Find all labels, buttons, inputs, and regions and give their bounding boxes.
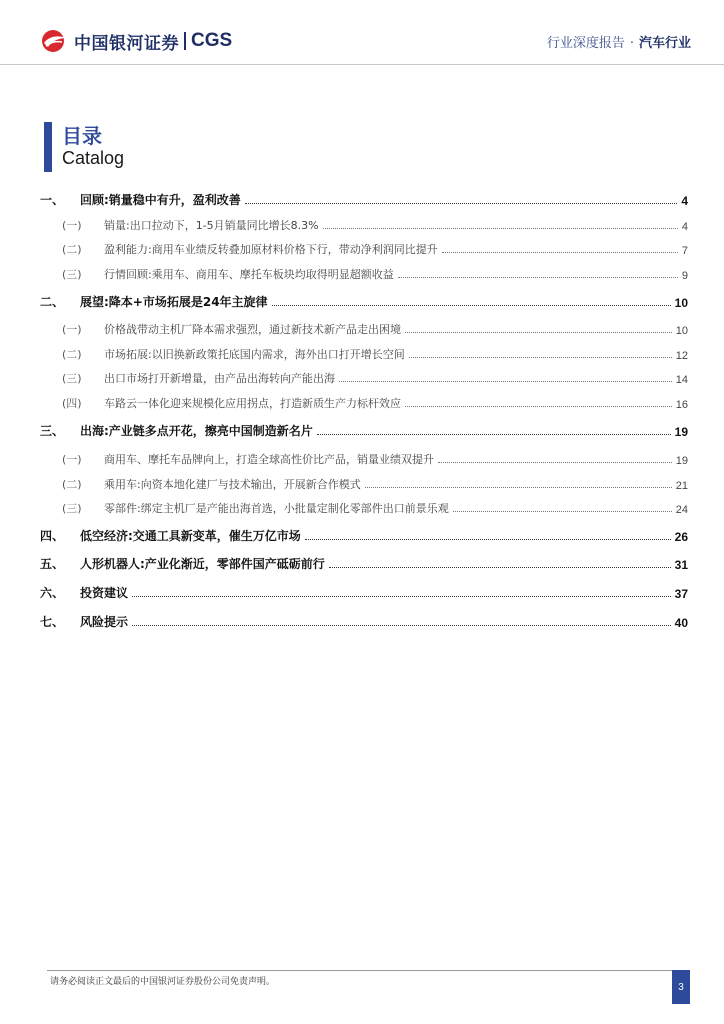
toc-leader-dots: [339, 381, 672, 382]
toc-title: 展望:降本+市场拓展是24年主旋律: [80, 295, 268, 309]
toc-chapter-link[interactable]: [40, 612, 688, 630]
toc-leader-dots: [132, 596, 671, 597]
toc-page-number: 16: [675, 399, 688, 411]
toc-leader-dots: [398, 277, 678, 278]
toc-page-number: 4: [681, 221, 688, 233]
toc-number: (三): [62, 268, 82, 281]
toc-page-number: 7: [681, 245, 688, 257]
toc-page-number: 12: [675, 350, 688, 362]
toc-page-number: 14: [675, 374, 688, 386]
toc-number: 五、: [40, 557, 65, 571]
brand-logo: [40, 28, 232, 54]
toc-section-link[interactable]: [40, 319, 688, 337]
toc-leader-dots: [317, 434, 671, 435]
toc-title: 出口市场打开新增量，由产品出海转向产能出海: [104, 372, 335, 385]
toc-section-link[interactable]: [40, 368, 688, 386]
report-type-label: 行业深度报告: [546, 36, 625, 51]
toc-leader-dots: [245, 203, 678, 204]
toc-title: 人形机器人:产业化渐近，零部件国产砥砺前行: [80, 557, 325, 571]
toc-title: 盈利能力:商用车业绩反转叠加原材料价格下行，带动净利润同比提升: [104, 243, 438, 256]
toc-leader-dots: [323, 228, 678, 229]
toc-title: 价格战带动主机厂降本需求强烈，通过新技术新产品走出困境: [104, 323, 401, 336]
toc-page-number: 31: [674, 558, 688, 572]
toc-section-link[interactable]: [40, 474, 688, 492]
toc-page-number: 21: [675, 480, 688, 492]
toc-number: (三): [62, 502, 82, 515]
toc-leader-dots: [365, 487, 672, 488]
toc-leader-dots: [132, 625, 671, 626]
toc-page-number: 10: [675, 325, 688, 337]
toc-section-link[interactable]: [40, 393, 688, 411]
toc-number: (一): [62, 323, 82, 336]
toc-number: 四、: [40, 529, 65, 543]
toc-leader-dots: [438, 462, 672, 463]
toc-number: (三): [62, 372, 82, 385]
toc-section-link[interactable]: [40, 344, 688, 362]
toc-number: (二): [62, 348, 82, 361]
toc-section-link[interactable]: [40, 498, 688, 516]
toc-page-number: 26: [674, 530, 688, 544]
toc-number: 二、: [40, 295, 65, 309]
toc-number: 一、: [40, 193, 65, 207]
toc-page-number: 37: [674, 587, 688, 601]
toc-number: (二): [62, 243, 82, 256]
industry-label: 汽车行业: [638, 36, 691, 51]
page-header: [0, 0, 724, 65]
brand-name-en: CGS: [191, 30, 233, 51]
toc-leader-dots: [272, 305, 671, 306]
catalog-accent-bar: [44, 122, 52, 172]
toc-page-number: 10: [674, 296, 688, 310]
header-separator: ·: [629, 36, 634, 51]
toc-page-number: 24: [675, 504, 688, 516]
toc-number: (四): [62, 397, 82, 410]
brand-name-cn: 中国银河证券: [74, 33, 179, 54]
toc-leader-dots: [329, 567, 671, 568]
toc-title: 出海:产业链多点开花，擦亮中国制造新名片: [80, 424, 313, 438]
toc-number: (一): [62, 219, 82, 232]
galaxy-logo-icon: [40, 28, 68, 54]
toc-chapter-link[interactable]: [40, 554, 688, 572]
catalog-title-en: Catalog: [62, 148, 125, 168]
toc-title: 销量:出口拉动下，1-5月销量同比增长8.3%: [104, 219, 319, 232]
toc-title: 低空经济:交通工具新变革，催生万亿市场: [80, 529, 301, 543]
toc-section-link[interactable]: [40, 449, 688, 467]
toc-leader-dots: [453, 511, 672, 512]
toc-leader-dots: [305, 539, 671, 540]
toc-chapter-link[interactable]: [40, 190, 688, 208]
toc-section-link[interactable]: [40, 239, 688, 257]
toc-section-link[interactable]: [40, 264, 688, 282]
toc-number: (二): [62, 478, 82, 491]
toc-page-number: 19: [674, 425, 688, 439]
toc-number: 七、: [40, 615, 65, 629]
toc-title: 行情回顾:乘用车、商用车、摩托车板块均取得明显超额收益: [104, 268, 394, 281]
toc-chapter-link[interactable]: [40, 292, 688, 310]
toc-title: 车路云一体化迎来规模化应用拐点，打造新质生产力标杆效应: [104, 397, 401, 410]
toc-leader-dots: [405, 406, 672, 407]
toc-title: 风险提示: [80, 615, 129, 629]
report-category: [547, 32, 691, 51]
footer-disclaimer: 请务必阅读正文最后的中国银河证券股份公司免责声明。: [50, 977, 276, 987]
toc-page-number: 19: [675, 455, 688, 467]
toc-leader-dots: [409, 357, 672, 358]
footer-divider: [47, 970, 673, 971]
toc-title: 乘用车:向资本地化建厂与技术输出，开展新合作模式: [104, 478, 361, 491]
toc-title: 回顾:销量稳中有升，盈利改善: [80, 193, 241, 207]
toc-title: 投资建议: [80, 586, 129, 600]
toc-title: 商用车、摩托车品牌向上，打造全球高性价比产品，销量业绩双提升: [104, 453, 434, 466]
toc-title: 市场拓展:以旧换新政策托底国内需求，海外出口打开增长空间: [104, 348, 405, 361]
toc-section-link[interactable]: [40, 215, 688, 233]
toc-page-number: 9: [681, 270, 688, 282]
toc-page-number: 4: [681, 194, 688, 208]
toc-number: 三、: [40, 424, 65, 438]
toc-leader-dots: [405, 332, 672, 333]
catalog-title-cn: 目录: [62, 124, 102, 148]
toc-chapter-link[interactable]: [40, 526, 688, 544]
toc-chapter-link[interactable]: [40, 583, 688, 601]
brand-divider: [184, 32, 186, 50]
toc-title: 零部件:绑定主机厂是产能出海首选，小批量定制化零部件出口前景乐观: [104, 502, 449, 515]
page-number: 3: [672, 970, 690, 1004]
toc-leader-dots: [442, 252, 678, 253]
toc-number: (一): [62, 453, 82, 466]
toc-page-number: 40: [674, 616, 688, 630]
toc-chapter-link[interactable]: [40, 421, 688, 439]
toc-number: 六、: [40, 586, 65, 600]
